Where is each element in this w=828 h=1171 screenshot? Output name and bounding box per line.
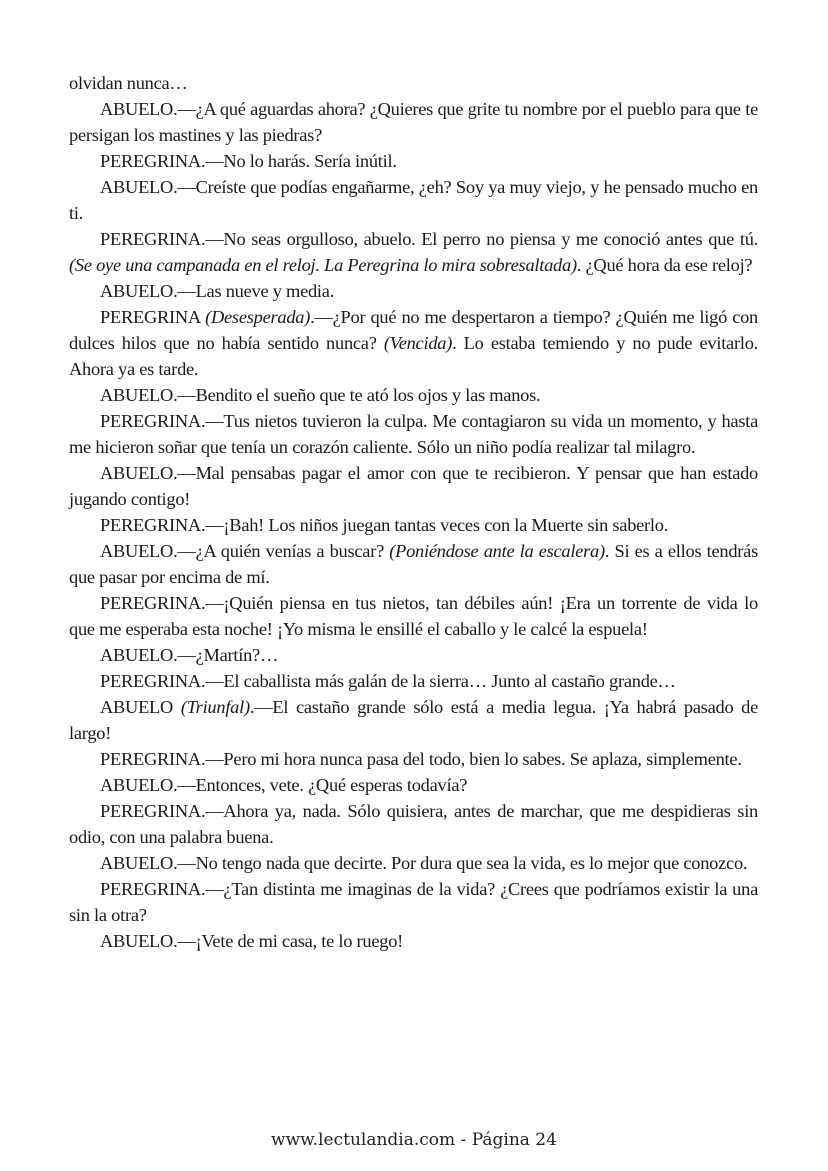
dialogue-paragraph [69, 772, 758, 798]
dialogue-paragraph [69, 408, 758, 460]
dialogue-paragraph [69, 226, 758, 278]
dialogue-paragraph [69, 96, 758, 148]
dialogue-text: ABUELO.—¿A quién venías a buscar? [100, 541, 390, 561]
dialogue-text: olvidan nunca… [69, 73, 188, 93]
dialogue-paragraph [69, 590, 758, 642]
dialogue-text: ABUELO.—¿A qué aguardas ahora? ¿Quieres que grite tu nombre por el pueblo para que te persigan los mastines y las piedras? [69, 99, 758, 145]
dialogue-text: ABUELO.—¿Martín?… [100, 645, 279, 665]
dialogue-text: . Si es a ellos tendrás que pasar por encima de mí. [69, 541, 758, 587]
dialogue-text: ABUELO.—Entonces, vete. ¿Qué esperas todavía? [100, 775, 468, 795]
dialogue-paragraph [69, 70, 758, 96]
dialogue-text: . Lo estaba temiendo y no pude evitarlo. Ahora ya es tarde. [69, 333, 759, 379]
dialogue-text: . ¿Qué hora da ese reloj? [576, 255, 753, 275]
page-footer: www.lectulandia.com - Página 24 [271, 1130, 557, 1150]
dialogue-text: ABUELO [100, 697, 181, 717]
dialogue-text: PEREGRINA [100, 307, 206, 327]
document-body [69, 70, 758, 954]
dialogue-text: ABUELO.—Las nueve y media. [100, 281, 335, 301]
stage-direction: (Se oye una campanada en el reloj. La Peregrina lo mira sobresaltada) [69, 255, 577, 275]
dialogue-paragraph [69, 746, 758, 772]
dialogue-text: PEREGRINA.—No seas orgulloso, abuelo. El perro no piensa y me conoció antes que tú. [100, 229, 758, 249]
dialogue-text: PEREGRINA.—Ahora ya, nada. Sólo quisiera, antes de marchar, que me despidieras sin odio, con una palabra buena. [69, 801, 758, 847]
dialogue-text: PEREGRINA.—¡Bah! Los niños juegan tantas veces con la Muerte sin saberlo. [100, 515, 669, 535]
stage-direction: (Desesperada) [205, 307, 311, 327]
dialogue-paragraph [69, 850, 758, 876]
dialogue-text: ABUELO.—Bendito el sueño que te ató los ojos y las manos. [100, 385, 541, 405]
stage-direction: (Vencida) [383, 333, 453, 353]
dialogue-text: .—¿Por qué no me despertaron a tiempo? ¿Quién me ligó con dulces hilos que no había sentido nunca? [69, 307, 758, 353]
dialogue-text: PEREGRINA.—No lo harás. Sería inútil. [100, 151, 397, 171]
dialogue-paragraph [69, 148, 758, 174]
dialogue-paragraph [69, 512, 758, 538]
dialogue-text: PEREGRINA.—¡Quién piensa en tus nietos, tan débiles aún! ¡Era un torrente de vida lo que me esperaba esta noche! ¡Yo misma le ensillé el caballo y le calcé la espuela! [69, 593, 758, 639]
stage-direction: (Triunfal) [180, 697, 250, 717]
dialogue-paragraph [69, 694, 758, 746]
dialogue-text: ABUELO.—¡Vete de mi casa, te lo ruego! [100, 931, 404, 951]
dialogue-text: PEREGRINA.—El caballista más galán de la sierra… Junto al castaño grande… [100, 671, 676, 691]
dialogue-text: ABUELO.—Mal pensabas pagar el amor con que te recibieron. Y pensar que han estado jugando contigo! [69, 463, 758, 509]
dialogue-paragraph [69, 876, 758, 928]
dialogue-text: PEREGRINA.—Pero mi hora nunca pasa del todo, bien lo sabes. Se aplaza, simplemente. [100, 749, 742, 769]
dialogue-paragraph [69, 278, 758, 304]
dialogue-text: PEREGRINA.—¿Tan distinta me imaginas de la vida? ¿Crees que podríamos existir la una sin la otra? [69, 879, 758, 925]
stage-direction: (Poniéndose ante la escalera) [389, 541, 605, 561]
dialogue-text: ABUELO.—Creíste que podías engañarme, ¿eh? Soy ya muy viejo, y he pensado mucho en ti. [69, 177, 758, 223]
dialogue-text: PEREGRINA.—Tus nietos tuvieron la culpa. Me contagiaron su vida un momento, y hasta me hicieron soñar que tenía un corazón caliente. Sólo un niño podía realizar tal milagro. [69, 411, 758, 457]
dialogue-text: ABUELO.—No tengo nada que decirte. Por dura que sea la vida, es lo mejor que conozco. [100, 853, 748, 873]
dialogue-paragraph [69, 668, 758, 694]
dialogue-paragraph [69, 798, 758, 850]
dialogue-paragraph [69, 382, 758, 408]
dialogue-paragraph [69, 538, 758, 590]
dialogue-paragraph [69, 174, 758, 226]
dialogue-paragraph [69, 928, 758, 954]
dialogue-text: .—El castaño grande sólo está a media legua. ¡Ya habrá pasado de largo! [69, 697, 758, 743]
dialogue-paragraph [69, 460, 758, 512]
dialogue-paragraph [69, 304, 758, 382]
dialogue-paragraph [69, 642, 758, 668]
